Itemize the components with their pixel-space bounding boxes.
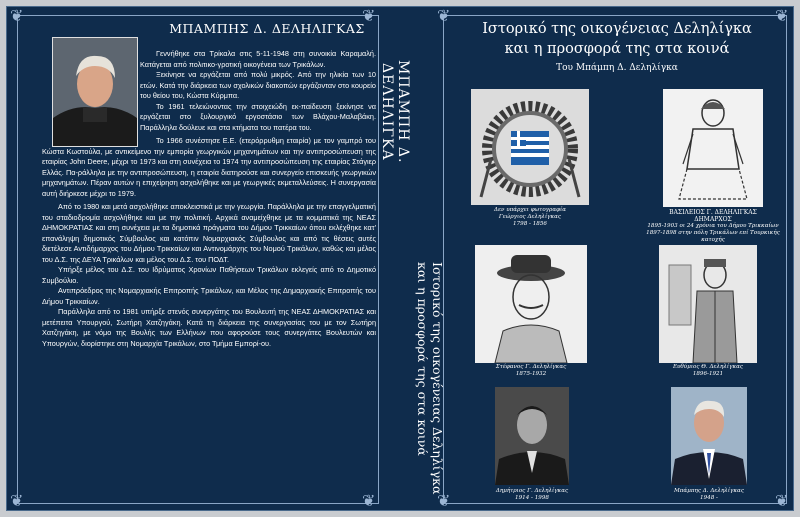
portrait-caption [653,488,765,502]
corner-ornament-icon: ❦ [362,6,376,25]
spine-title [413,262,445,502]
bio-paragraph: Αντιπρόεδρος της Νομαρχιακής Επιτροπής Τρικάλων, και Μέλος της Δημαρχιακής Επιτροπής του Δήμου Τρικκαίων. [42,286,376,306]
spine-title-line: και η προσφορά της στα κοινά [415,262,430,456]
front-title-line: Ιστορικό της οικογένειας Δεληλίγκα [482,21,752,37]
caption-line: Στέφανος Γ. Δεληλίγκας [495,364,567,370]
caption-line: 1895-1903 οι 24 χρόνια του Δήμου Τρικκαίων [647,223,779,229]
front-title-line: και η προσφορά της στα κοινά [504,41,730,57]
corner-ornament-icon: ❦ [362,491,376,510]
caption-line: 1914 - 1998 [515,495,549,501]
front-cover-title [447,19,787,59]
caption-line: ΒΑΣΙΛΕΙΟΣ Γ. ΔΕΛΗΛΙΓΚΑΣ [669,209,757,216]
bio-paragraph: Παράλληλα από το 1981 υπήρξε στενός συνεργάτης του Βουλευτή της ΝΕΑΣ ΔΗΜΟΚΡΑΤΙΑΣ και μετέπειτα Υπουργού, Σωτήρη Χατζηγάκη. Κατά τη διάρκεια της συνεργασίας του με τον Σωτήρη Χατζηγάκη, με νόμο της Βουλής των Ελλήνων που αφορούσε τους συνεργάτες Βουλευτών και Υπουργών, διορίστηκε στη Νομαρχία Τρικάλων, στο Τμήμα Εμπορί-ου. [42,307,376,348]
corner-ornament-icon: ❦ [10,6,24,25]
book-cover [6,6,794,511]
caption-line: Μπάμπης Δ. Δεληλίγκας [674,488,744,494]
uniform-sketch-portrait [659,245,757,363]
caption-line: Δεν υπάρχει φωτογραφία [494,207,566,213]
caption-line: 1897-1898 στην πόλη Τρικάλων επί Τουρκικής κατοχής [646,230,780,243]
front-cover-author: Του Μπάμπη Δ. Δεληλίγκα [556,63,678,73]
bio-paragraph: Υπήρξε μέλος του Δ.Σ. του Ιδρύματος Χρονίων Παθήσεων Τρικάλων εκλεγείς από το Δημοτικό Συμβούλιο. [42,265,376,285]
portrait-caption [471,207,589,228]
caption-line: Δημήτριος Γ. Δεληλίγκας [495,488,569,494]
author-biography [42,49,376,349]
wreath-flag-image [471,89,589,205]
book-spine [379,17,445,507]
portrait-caption [639,209,787,244]
caption-line: Ευθύμιος Θ. Δεληλίγκας [672,364,744,370]
caption-line: 1896-1921 [692,371,724,377]
modern-photo-portrait [671,387,747,485]
bio-paragraph: Το 1966 συνέστησε Ε.Ε. (ετερόρρυθμη εταιρία) με τον γαμπρό του Κώστα Κωστούλα, με αντικείμενο την εμπορία γεωργικών μηχανημάτων και την αντιπροσώπευση της εταιρίας John Deere, μέχρι το 1973 και στη συνέχεια το 1974 την αντιπροσώπευση της εταιρίας Στάγιερ Ελλάς. Πα-ράλληλα με την αντιπροσώπευση, η εταιρία διατηρούσε και συνεργείο επισκευής γεωργικών μηχανημάτων. Πέραν αυτών η επιχείρηση ασχολήθηκε και με γεωργικές εκμεταλλεύσεις. Η συνεργασία αυτή διήρκεσε μέχρι το 1979. [42,136,376,198]
corner-ornament-icon: ❦ [775,6,789,25]
mayor-sketch-portrait [663,89,763,207]
back-cover-author-heading: ΜΠΑΜΠΗΣ Δ. ΔΕΛΗΛΙΓΚΑΣ [169,21,365,36]
caption-line: ΔΗΜΑΡΧΟΣ [694,216,732,223]
bio-paragraph: Από το 1980 και μετά ασχολήθηκε αποκλειστικά με την γεωργία. Παράλληλα με την επαγγελματική του σταδιοδρομία ασχολήθηκε και με την πολιτική. Αρχικά αναμείχθηκε με τα κομματικά της ΝΕΑΣ ΔΗΜΟΚΡΑΤΙΑΣ και στη συνέχεια με τα δημοτικά πράγματα του Δήμου Τρικκαίων όπου εκλέχθηκε κατ' επανάληψη δημοτικός Σύμβουλος και κατόπιν Νομαρχιακός Σύμβουλος και από τις θέσεις αυτές διετέλεσε Αντιδήμαρχος του Δήμου Τρικκαίων και Αντινομάρχης του Νομού Τρικάλων, καθώς και μέλος του Δ.Σ. της ΔΕΥΑ Τρικάλων και μέλος του Δ.Σ. του ΠΟΔΤ. [42,202,376,264]
portrait-caption [653,364,763,378]
corner-ornament-icon: ❦ [10,491,24,510]
spine-title-line: Ιστορικό της οικογένειας Δεληλίγκα [430,262,445,495]
corner-ornament-icon: ❦ [437,491,451,510]
portrait-caption [475,364,587,378]
caption-line: 1798 - 1856 [513,221,547,227]
hat-man-sketch-portrait [475,245,587,363]
bio-paragraph: Το 1961 τελειώνοντας την στοιχειώδη εκ-παίδευση ξεκίνησε να εργάζεται στο ξυλουργικό εργοστάσιο των Βλάχου-Μαλαβάκη. Παράλληλα δούλευε και στα κτήματα του πατέρα του. [140,101,376,132]
bio-paragraph: Γεννήθηκε στα Τρίκαλα στις 5-11-1948 στη συνοικία Καραμαλή. Κατάγεται από πολιτικο-γροτική οικογένεια των Τρικάλων. [140,49,376,69]
vintage-photo-portrait [495,387,569,485]
spine-author: ΜΠΑΜΠΗ Δ. ΔΕΛΗΛΙΓΚΑ [379,60,411,164]
caption-line: Γεώργιος Δεληλίγκας [498,214,562,220]
caption-line: 1875-1932 [515,371,547,377]
caption-line: 1948 - [700,495,718,501]
portrait-caption [477,488,587,502]
corner-ornament-icon: ❦ [775,491,789,510]
corner-ornament-icon: ❦ [437,6,451,25]
bio-paragraph: Ξεκίνησε να εργάζεται από πολύ μικρός. Από την ηλικία των 10 ετών. Κατά την διάρκεια των σχολικών διακοπών εργάζονταν στο κουρείο του θείου του, Κώστα Κύρμπα. [140,70,376,100]
